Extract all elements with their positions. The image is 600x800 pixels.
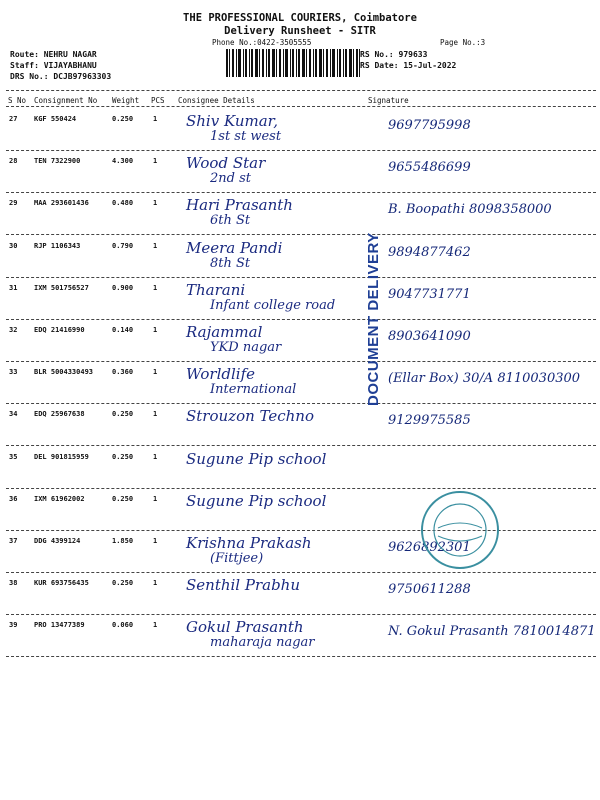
row-signature: 9655486699	[388, 160, 471, 175]
row-divider	[6, 572, 596, 573]
row-signature: 9894877462	[388, 245, 471, 260]
row-signature: 9129975585	[388, 413, 471, 428]
row-consignee-line1: Strouzon Techno	[186, 407, 314, 425]
row-divider	[6, 319, 596, 320]
row-signature: 9626892301	[388, 540, 471, 555]
row-consignee-line1: Worldlife	[186, 365, 256, 383]
phone-number: Phone No.:0422-3505555	[212, 38, 312, 47]
row-weight: 0.480	[112, 199, 134, 207]
row-consignee-line1: Sugune Pip school	[186, 450, 327, 468]
row-consignee-line1: Wood Star	[186, 154, 266, 172]
row-sno: 33	[9, 368, 18, 376]
row-weight: 0.250	[112, 453, 134, 461]
row-weight: 4.300	[112, 157, 134, 165]
page-subtitle: Delivery Runsheet - SITR	[224, 25, 376, 37]
row-consignment-no: DEL 901815959	[34, 453, 89, 461]
row-pcs: 1	[153, 242, 158, 250]
header-top-rule	[6, 90, 596, 91]
page-number: Page No.:3	[440, 38, 486, 47]
row-pcs: 1	[153, 579, 158, 587]
row-weight: 0.900	[112, 284, 134, 292]
row-signature: B. Boopathi 8098358000	[388, 202, 552, 217]
route-label: Route: NEHRU NAGAR	[10, 50, 97, 59]
row-divider	[6, 277, 596, 278]
row-consignee-line1: Krishna Prakash	[186, 534, 312, 552]
row-signature: 9697795998	[388, 118, 471, 133]
row-consignee-line2: 2nd st	[210, 171, 251, 186]
row-consignment-no: KUR 693756435	[34, 579, 89, 587]
row-pcs: 1	[153, 537, 158, 545]
row-consignee-line2: 6th St	[210, 213, 251, 228]
row-consignment-no: EDQ 25967638	[34, 410, 85, 418]
row-consignee-line2: 1st st west	[210, 129, 282, 144]
rs-number: RS No.: 979633	[360, 50, 428, 59]
row-sno: 29	[9, 199, 18, 207]
col-header-signature: Signature	[368, 96, 409, 105]
row-consignment-no: PRO 13477389	[34, 621, 85, 629]
row-weight: 0.140	[112, 326, 134, 334]
row-consignee-line1: Shiv Kumar,	[186, 112, 278, 130]
row-consignment-no: TEN 7322900	[34, 157, 81, 165]
row-sno: 39	[9, 621, 18, 629]
row-sno: 27	[9, 115, 18, 123]
row-consignment-no: DDG 4399124	[34, 537, 81, 545]
row-sno: 31	[9, 284, 18, 292]
row-pcs: 1	[153, 453, 158, 461]
row-weight: 0.790	[112, 242, 134, 250]
page-title: THE PROFESSIONAL COURIERS, Coimbatore	[183, 12, 417, 24]
row-sno: 38	[9, 579, 18, 587]
row-consignee-line2: 8th St	[210, 256, 251, 271]
row-signature: 9750611288	[388, 582, 471, 597]
drs-number: DRS No.: DCJB97963303	[10, 72, 112, 81]
header-bottom-rule	[6, 106, 596, 107]
row-sno: 34	[9, 410, 18, 418]
staff-label: Staff: VIJAYABHANU	[10, 61, 97, 70]
row-sno: 35	[9, 453, 18, 461]
document-delivery-stamp	[358, 230, 398, 410]
row-weight: 0.360	[112, 368, 134, 376]
row-sno: 30	[9, 242, 18, 250]
row-divider	[6, 192, 596, 193]
barcode	[226, 49, 360, 77]
row-signature: 8903641090	[388, 329, 471, 344]
col-header-consignment: Consignment No	[34, 96, 98, 105]
row-sno: 36	[9, 495, 18, 503]
row-consignee-line1: Hari Prasanth	[186, 196, 293, 214]
row-weight: 0.250	[112, 115, 134, 123]
col-header-pcs: PCS	[151, 96, 165, 105]
row-consignee-line2: (Fittjee)	[210, 551, 264, 566]
row-weight: 1.850	[112, 537, 134, 545]
row-divider	[6, 656, 596, 657]
col-header-weight: Weight	[112, 96, 140, 105]
row-consignment-no: BLR 5004330493	[34, 368, 94, 376]
row-divider	[6, 530, 596, 531]
row-sno: 28	[9, 157, 18, 165]
row-consignment-no: IXM 61962002	[34, 495, 85, 503]
row-pcs: 1	[153, 495, 158, 503]
row-signature: 9047731771	[388, 287, 471, 302]
col-header-consignee: Consignee Details	[178, 96, 255, 105]
row-consignee-line1: Rajammal	[186, 323, 263, 341]
row-consignee-line2: YKD nagar	[210, 340, 282, 355]
row-signature: (Ellar Box) 30/A 8110030300	[388, 371, 581, 386]
row-weight: 0.250	[112, 495, 134, 503]
row-pcs: 1	[153, 115, 158, 123]
row-consignment-no: EDQ 21416990	[34, 326, 85, 334]
row-sno: 37	[9, 537, 18, 545]
row-pcs: 1	[153, 621, 158, 629]
row-pcs: 1	[153, 199, 158, 207]
row-consignee-line2: International	[210, 382, 297, 397]
row-weight: 0.250	[112, 579, 134, 587]
row-pcs: 1	[153, 326, 158, 334]
row-pcs: 1	[153, 284, 158, 292]
row-consignment-no: KGF 550424	[34, 115, 77, 123]
row-signature: N. Gokul Prasanth 7810014871	[388, 624, 596, 639]
row-consignment-no: IXM 501756527	[34, 284, 89, 292]
row-pcs: 1	[153, 157, 158, 165]
row-consignee-line1: Senthil Prabhu	[186, 576, 300, 594]
svg-text:DOCUMENT DELIVERY: DOCUMENT DELIVERY	[365, 232, 382, 406]
row-consignee-line1: Tharani	[186, 281, 246, 299]
row-divider	[6, 403, 596, 404]
row-divider	[6, 614, 596, 615]
row-consignee-line1: Gokul Prasanth	[186, 618, 304, 636]
row-consignee-line2: Infant college road	[210, 298, 336, 313]
col-header-sno: S No	[8, 96, 27, 105]
row-divider	[6, 234, 596, 235]
row-pcs: 1	[153, 410, 158, 418]
row-consignment-no: RJP 1106343	[34, 242, 81, 250]
row-consignee-line1: Sugune Pip school	[186, 492, 327, 510]
row-consignee-line1: Meera Pandi	[186, 239, 283, 257]
row-consignee-line2: maharaja nagar	[210, 635, 315, 650]
row-divider	[6, 445, 596, 446]
row-weight: 0.250	[112, 410, 134, 418]
row-divider	[6, 488, 596, 489]
row-consignment-no: MAA 293601436	[34, 199, 89, 207]
rs-date: RS Date: 15-Jul-2022	[360, 61, 457, 70]
row-divider	[6, 150, 596, 151]
circular-seal-stamp	[418, 488, 502, 572]
row-weight: 0.060	[112, 621, 134, 629]
row-divider	[6, 361, 596, 362]
row-sno: 32	[9, 326, 18, 334]
row-pcs: 1	[153, 368, 158, 376]
